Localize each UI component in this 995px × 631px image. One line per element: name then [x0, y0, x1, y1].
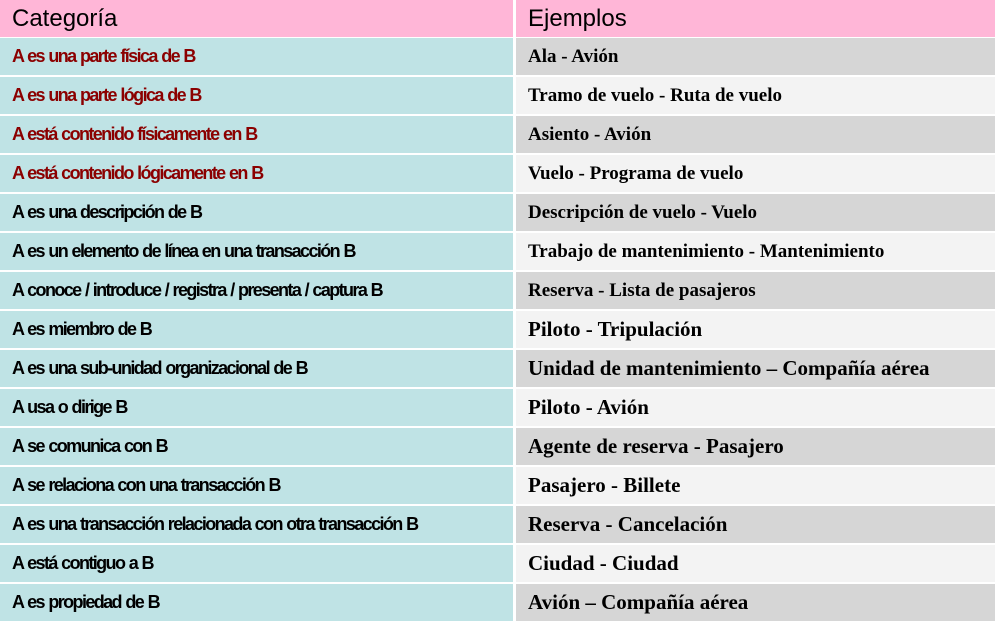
example-cell: Trabajo de mantenimiento - Mantenimiento	[516, 233, 995, 272]
table-row	[0, 116, 995, 155]
example-cell: Descripción de vuelo - Vuelo	[516, 194, 995, 233]
table-row	[0, 428, 995, 467]
category-cell: A es un elemento de línea en una transacción B	[0, 233, 516, 272]
table-row	[0, 155, 995, 194]
category-cell: A es una descripción de B	[0, 194, 516, 233]
example-cell: Reserva - Cancelación	[516, 506, 995, 545]
category-cell: A se relaciona con una transacción B	[0, 467, 516, 506]
table-header	[0, 0, 995, 38]
table-row	[0, 194, 995, 233]
category-cell: A es miembro de B	[0, 311, 516, 350]
table-row	[0, 38, 995, 77]
table-row	[0, 77, 995, 116]
category-cell: A es propiedad de B	[0, 584, 516, 623]
example-cell: Pasajero - Billete	[516, 467, 995, 506]
example-cell: Unidad de mantenimiento – Compañía aérea	[516, 350, 995, 389]
category-cell: A está contiguo a B	[0, 545, 516, 584]
category-cell: A es una parte física de B	[0, 38, 516, 77]
example-cell: Piloto - Tripulación	[516, 311, 995, 350]
example-cell: Piloto - Avión	[516, 389, 995, 428]
example-cell: Tramo de vuelo - Ruta de vuelo	[516, 77, 995, 116]
category-cell: A está contenido lógicamente en B	[0, 155, 516, 194]
table-row	[0, 506, 995, 545]
category-cell: A se comunica con B	[0, 428, 516, 467]
table-row	[0, 272, 995, 311]
table-row	[0, 389, 995, 428]
category-cell: A es una parte lógica de B	[0, 77, 516, 116]
category-cell: A está contenido físicamente en B	[0, 116, 516, 155]
example-cell: Asiento - Avión	[516, 116, 995, 155]
table-row	[0, 311, 995, 350]
table-row	[0, 545, 995, 584]
example-cell: Avión – Compañía aérea	[516, 584, 995, 623]
table-body	[0, 38, 995, 623]
examples-column-header: Ejemplos	[516, 0, 995, 38]
table-row	[0, 233, 995, 272]
example-cell: Ala - Avión	[516, 38, 995, 77]
example-cell: Vuelo - Programa de vuelo	[516, 155, 995, 194]
header-row	[0, 0, 995, 38]
category-cell: A conoce / introduce / registra / presenta / captura B	[0, 272, 516, 311]
category-column-header: Categoría	[0, 0, 516, 38]
category-cell: A usa o dirige B	[0, 389, 516, 428]
example-cell: Agente de reserva - Pasajero	[516, 428, 995, 467]
example-cell: Reserva - Lista de pasajeros	[516, 272, 995, 311]
example-cell: Ciudad - Ciudad	[516, 545, 995, 584]
table-row	[0, 584, 995, 623]
category-cell: A es una transacción relacionada con otra transacción B	[0, 506, 516, 545]
table-row	[0, 350, 995, 389]
category-cell: A es una sub-unidad organizacional de B	[0, 350, 516, 389]
table-row	[0, 467, 995, 506]
